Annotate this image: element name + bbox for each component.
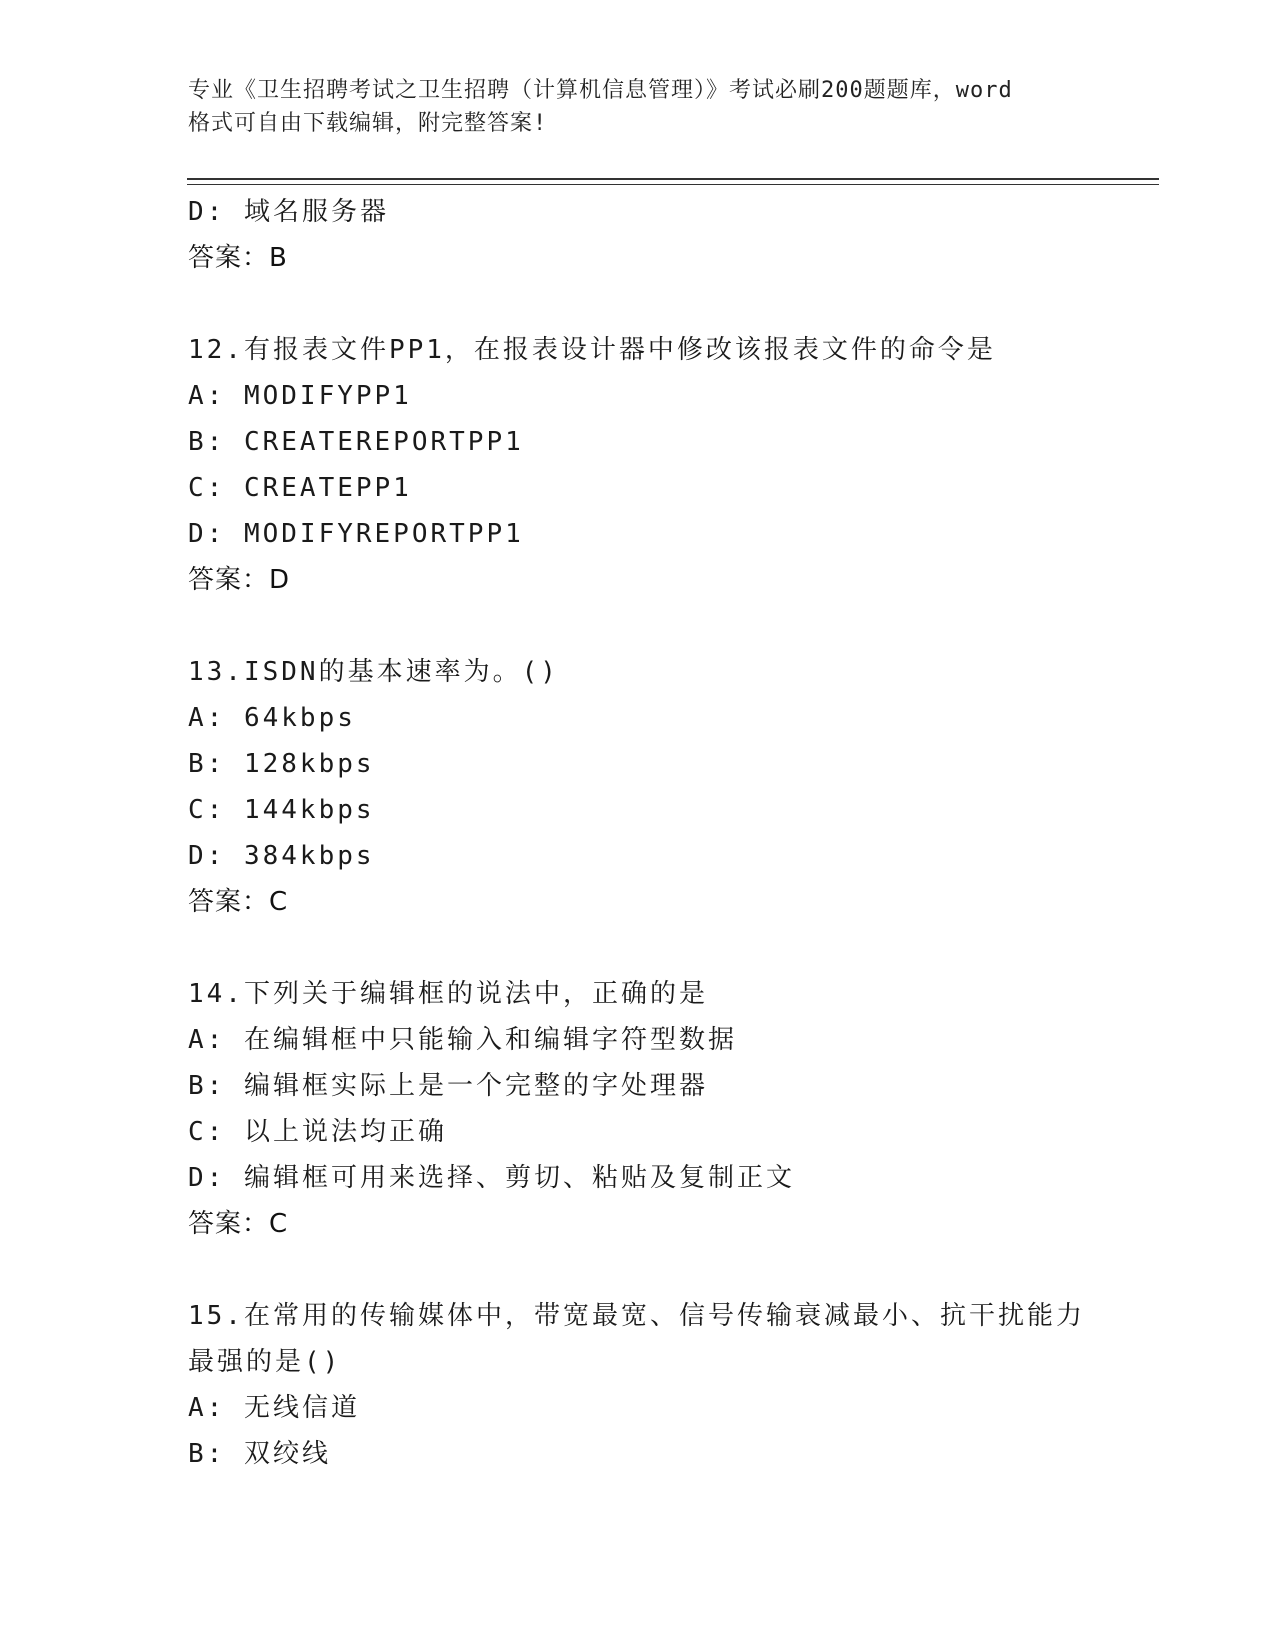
spacer bbox=[188, 281, 1148, 327]
question-14-option-d: D: 编辑框可用来选择、剪切、粘贴及复制正文 bbox=[188, 1163, 795, 1193]
question-15-option-b: B: 双绞线 bbox=[188, 1439, 331, 1469]
prev-option-d: D: 域名服务器 bbox=[188, 197, 389, 227]
spacer bbox=[188, 1247, 1148, 1293]
question-13-option-c: C: 144kbps bbox=[188, 795, 375, 825]
question-12-option-c: C: CREATEPP1 bbox=[188, 473, 412, 503]
document-content bbox=[188, 189, 1148, 1477]
question-12-option-a: A: MODIFYPP1 bbox=[188, 381, 412, 411]
question-14-stem: 14.下列关于编辑框的说法中，正确的是 bbox=[188, 979, 708, 1009]
question-12-option-d: D: MODIFYREPORTPP1 bbox=[188, 519, 524, 549]
question-12-answer: 答案：D bbox=[188, 565, 291, 595]
question-14-option-a: A: 在编辑框中只能输入和编辑字符型数据 bbox=[188, 1025, 737, 1055]
spacer bbox=[188, 603, 1148, 649]
header-line-1: 专业《卫生招聘考试之卫生招聘（计算机信息管理）》考试必刷200题题库，word bbox=[188, 78, 1013, 103]
header-divider-thick bbox=[187, 178, 1159, 180]
question-13-stem: 13.ISDN的基本速率为。() bbox=[188, 657, 559, 687]
question-13-option-b: B: 128kbps bbox=[188, 749, 375, 779]
header-line-2: 格式可自由下载编辑，附完整答案! bbox=[188, 111, 548, 136]
question-15-option-a: A: 无线信道 bbox=[188, 1393, 360, 1423]
question-14-option-c: C: 以上说法均正确 bbox=[188, 1117, 447, 1147]
question-13-option-a: A: 64kbps bbox=[188, 703, 356, 733]
question-13-answer: 答案：C bbox=[188, 887, 289, 917]
question-14-option-b: B: 编辑框实际上是一个完整的字处理器 bbox=[188, 1071, 708, 1101]
question-13-option-d: D: 384kbps bbox=[188, 841, 375, 871]
question-12-option-b: B: CREATEREPORTPP1 bbox=[188, 427, 524, 457]
question-14-answer: 答案：C bbox=[188, 1209, 289, 1239]
header-divider-thin bbox=[187, 184, 1159, 185]
question-15-stem-line-1: 15.在常用的传输媒体中，带宽最宽、信号传输衰减最小、抗干扰能力 bbox=[188, 1301, 1085, 1331]
document-header bbox=[188, 74, 1088, 140]
question-15-stem-line-2: 最强的是() bbox=[188, 1347, 342, 1377]
prev-answer: 答案：B bbox=[188, 243, 288, 273]
question-12-stem: 12.有报表文件PP1，在报表设计器中修改该报表文件的命令是 bbox=[188, 335, 996, 365]
spacer bbox=[188, 925, 1148, 971]
